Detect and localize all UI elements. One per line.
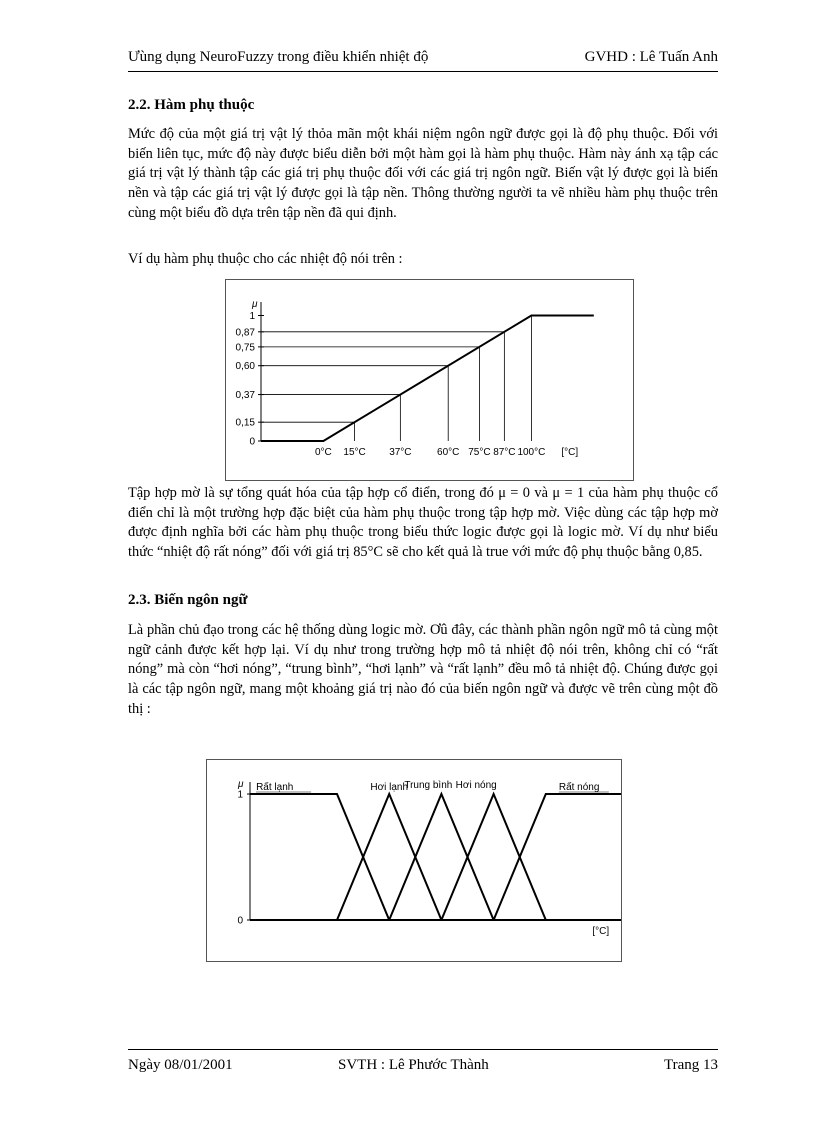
x-tick-label: 37°C [389,447,412,458]
header-advisor: GVHD : Lê Tuấn Anh [584,49,718,65]
y-tick-label: 0 [237,915,243,927]
y-tick-label: 0,60 [235,361,255,373]
y-tick-label: 0,15 [235,417,255,429]
series-label: Rất nóng [558,782,600,793]
footer-date: Ngày 08/01/2001 [128,1057,233,1073]
series-label: Rất lạnh [256,782,294,793]
x-tick-label: 100°C [517,447,546,458]
paragraph-linguistic-variable: Là phần chủ đạo trong các hệ thống dùng logic mờ. Ơû đây, các thành phần ngôn ngữ mô tả cùng một ngữ cảnh được kết hợp lại. Ví dụ như trong trường hợp mô tả nhiệt độ nói trên, không chỉ có “rất nóng” mà còn “hơi nóng”, “trung bình”, “hơi lạnh” và “rất lạnh” đều mô tả nhiệt độ. Chúng được gọi là các tập ngôn ngữ, mang một khoảng giá trị nào đó của biến ngôn ngữ và được vẽ trên cùng một đồ thị : [128,622,718,717]
x-axis-label: [°C] [561,447,579,458]
series-line-2 [389,794,493,920]
y-tick-label: 1 [237,789,243,801]
series-label: Hơi nóng [455,780,497,791]
series-line-4 [494,794,621,920]
x-axis-label: [°C] [592,926,610,937]
x-tick-label: 75°C [468,447,491,458]
y-tick-label: 0 [249,436,255,448]
series-label: Trung bình [404,780,453,791]
series-line-0 [250,794,389,920]
series-line-3 [441,794,545,920]
paragraph-fuzzy-set: Tập hợp mờ là sự tổng quát hóa của tập hợp cổ điển, trong đó μ = 0 và μ = 1 của hàm phụ thuộc cổ điển chỉ là một trường hợp đặc biệt của hàm phụ thuộc trong tập hợp mờ. Việc dùng các tập hợp mờ được định nghĩa bởi các hàm phụ thuộc trong biểu thức logic được gọi là logic mờ. Ví dụ như biểu thức “nhiệt độ rất nóng” đối với giá trị 85°C sẽ cho kết quả là true với mức độ phụ thuộc bằng 0,85. [128,485,718,561]
y-axis-label: μ [238,779,244,790]
membership-function-figure [225,279,634,481]
x-tick-label: 15°C [343,447,366,458]
series-label: Hơi lạnh [370,782,409,793]
section-heading-2-2: 2.2. Hàm phụ thuộc [128,97,255,113]
y-tick-label: 0,37 [235,390,255,402]
linguistic-sets-figure [206,759,622,962]
section-heading-2-3: 2.3. Biến ngôn ngữ [128,592,248,608]
y-axis-label: μ [252,299,258,310]
paragraph-example-intro: Ví dụ hàm phụ thuộc cho các nhiệt độ nói trên : [128,251,403,267]
y-tick-label: 0,75 [235,342,255,354]
page-header [128,49,718,72]
y-tick-label: 0,87 [235,327,255,339]
x-tick-label: 0°C [315,447,332,458]
x-tick-label: 87°C [493,447,516,458]
membership-function-chart [226,280,633,480]
series-line-1 [337,794,441,920]
paragraph-membership-intro: Mức độ của một giá trị vật lý thỏa mãn một khái niệm ngôn ngữ được gọi là độ phụ thuộc. Đối với biến liên tục, mức độ này được biểu diễn bởi một hàm gọi là hàm phụ thuộc. Hàm này ánh xạ tập các giá trị vật lý thành tập các giá trị phụ thuộc đối với các giá trị ngôn ngữ. Biến vật lý được gọi là biến nền và tập các giá trị vật lý được gọi là tập nền. Thông thường người ta vẽ nhiều hàm phụ thuộc trên cùng một biểu đồ dựa trên tập nền đã qui định. [128,126,718,221]
footer-page-number: Trang 13 [663,1057,718,1073]
footer-student: SVTH : Lê Phước Thành [338,1057,489,1073]
x-tick-label: 60°C [437,447,460,458]
y-tick-label: 1 [249,311,255,322]
page-footer [128,1049,718,1073]
linguistic-sets-chart [207,760,621,961]
header-title: Ưùng dụng NeuroFuzzy trong điều khiển nhiệt độ [128,49,429,65]
